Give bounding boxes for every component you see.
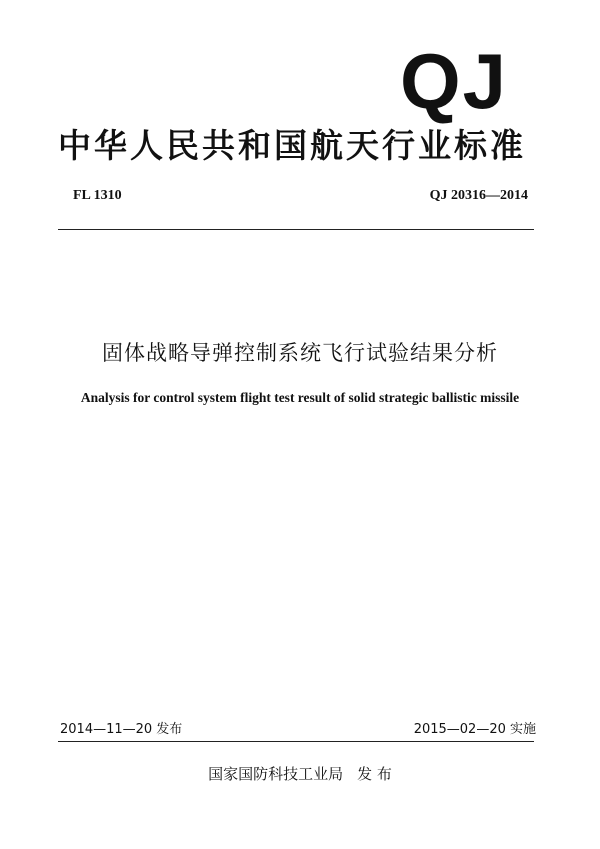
top-divider [58,229,534,230]
publisher-line [0,763,600,785]
standard-number: QJ 20316—2014 [429,188,528,203]
document-title-en: Analysis for control system flight test result of solid strategic ballistic missile [80,390,520,405]
qj-logo: QJ [399,37,508,125]
publish-label: 发 布 [357,765,392,783]
document-title-cn: 固体战略导弹控制系统飞行试验结果分析 [102,341,498,365]
implementation-date: 2015—02—20 实施 [413,722,536,737]
bottom-divider [58,741,534,742]
publisher-name: 国家国防科技工业局 [208,765,344,783]
standard-title: 中华人民共和国航天行业标准 [58,126,526,165]
classification-code: FL 1310 [73,188,122,203]
issue-date: 2014—11—20 发布 [60,722,183,737]
